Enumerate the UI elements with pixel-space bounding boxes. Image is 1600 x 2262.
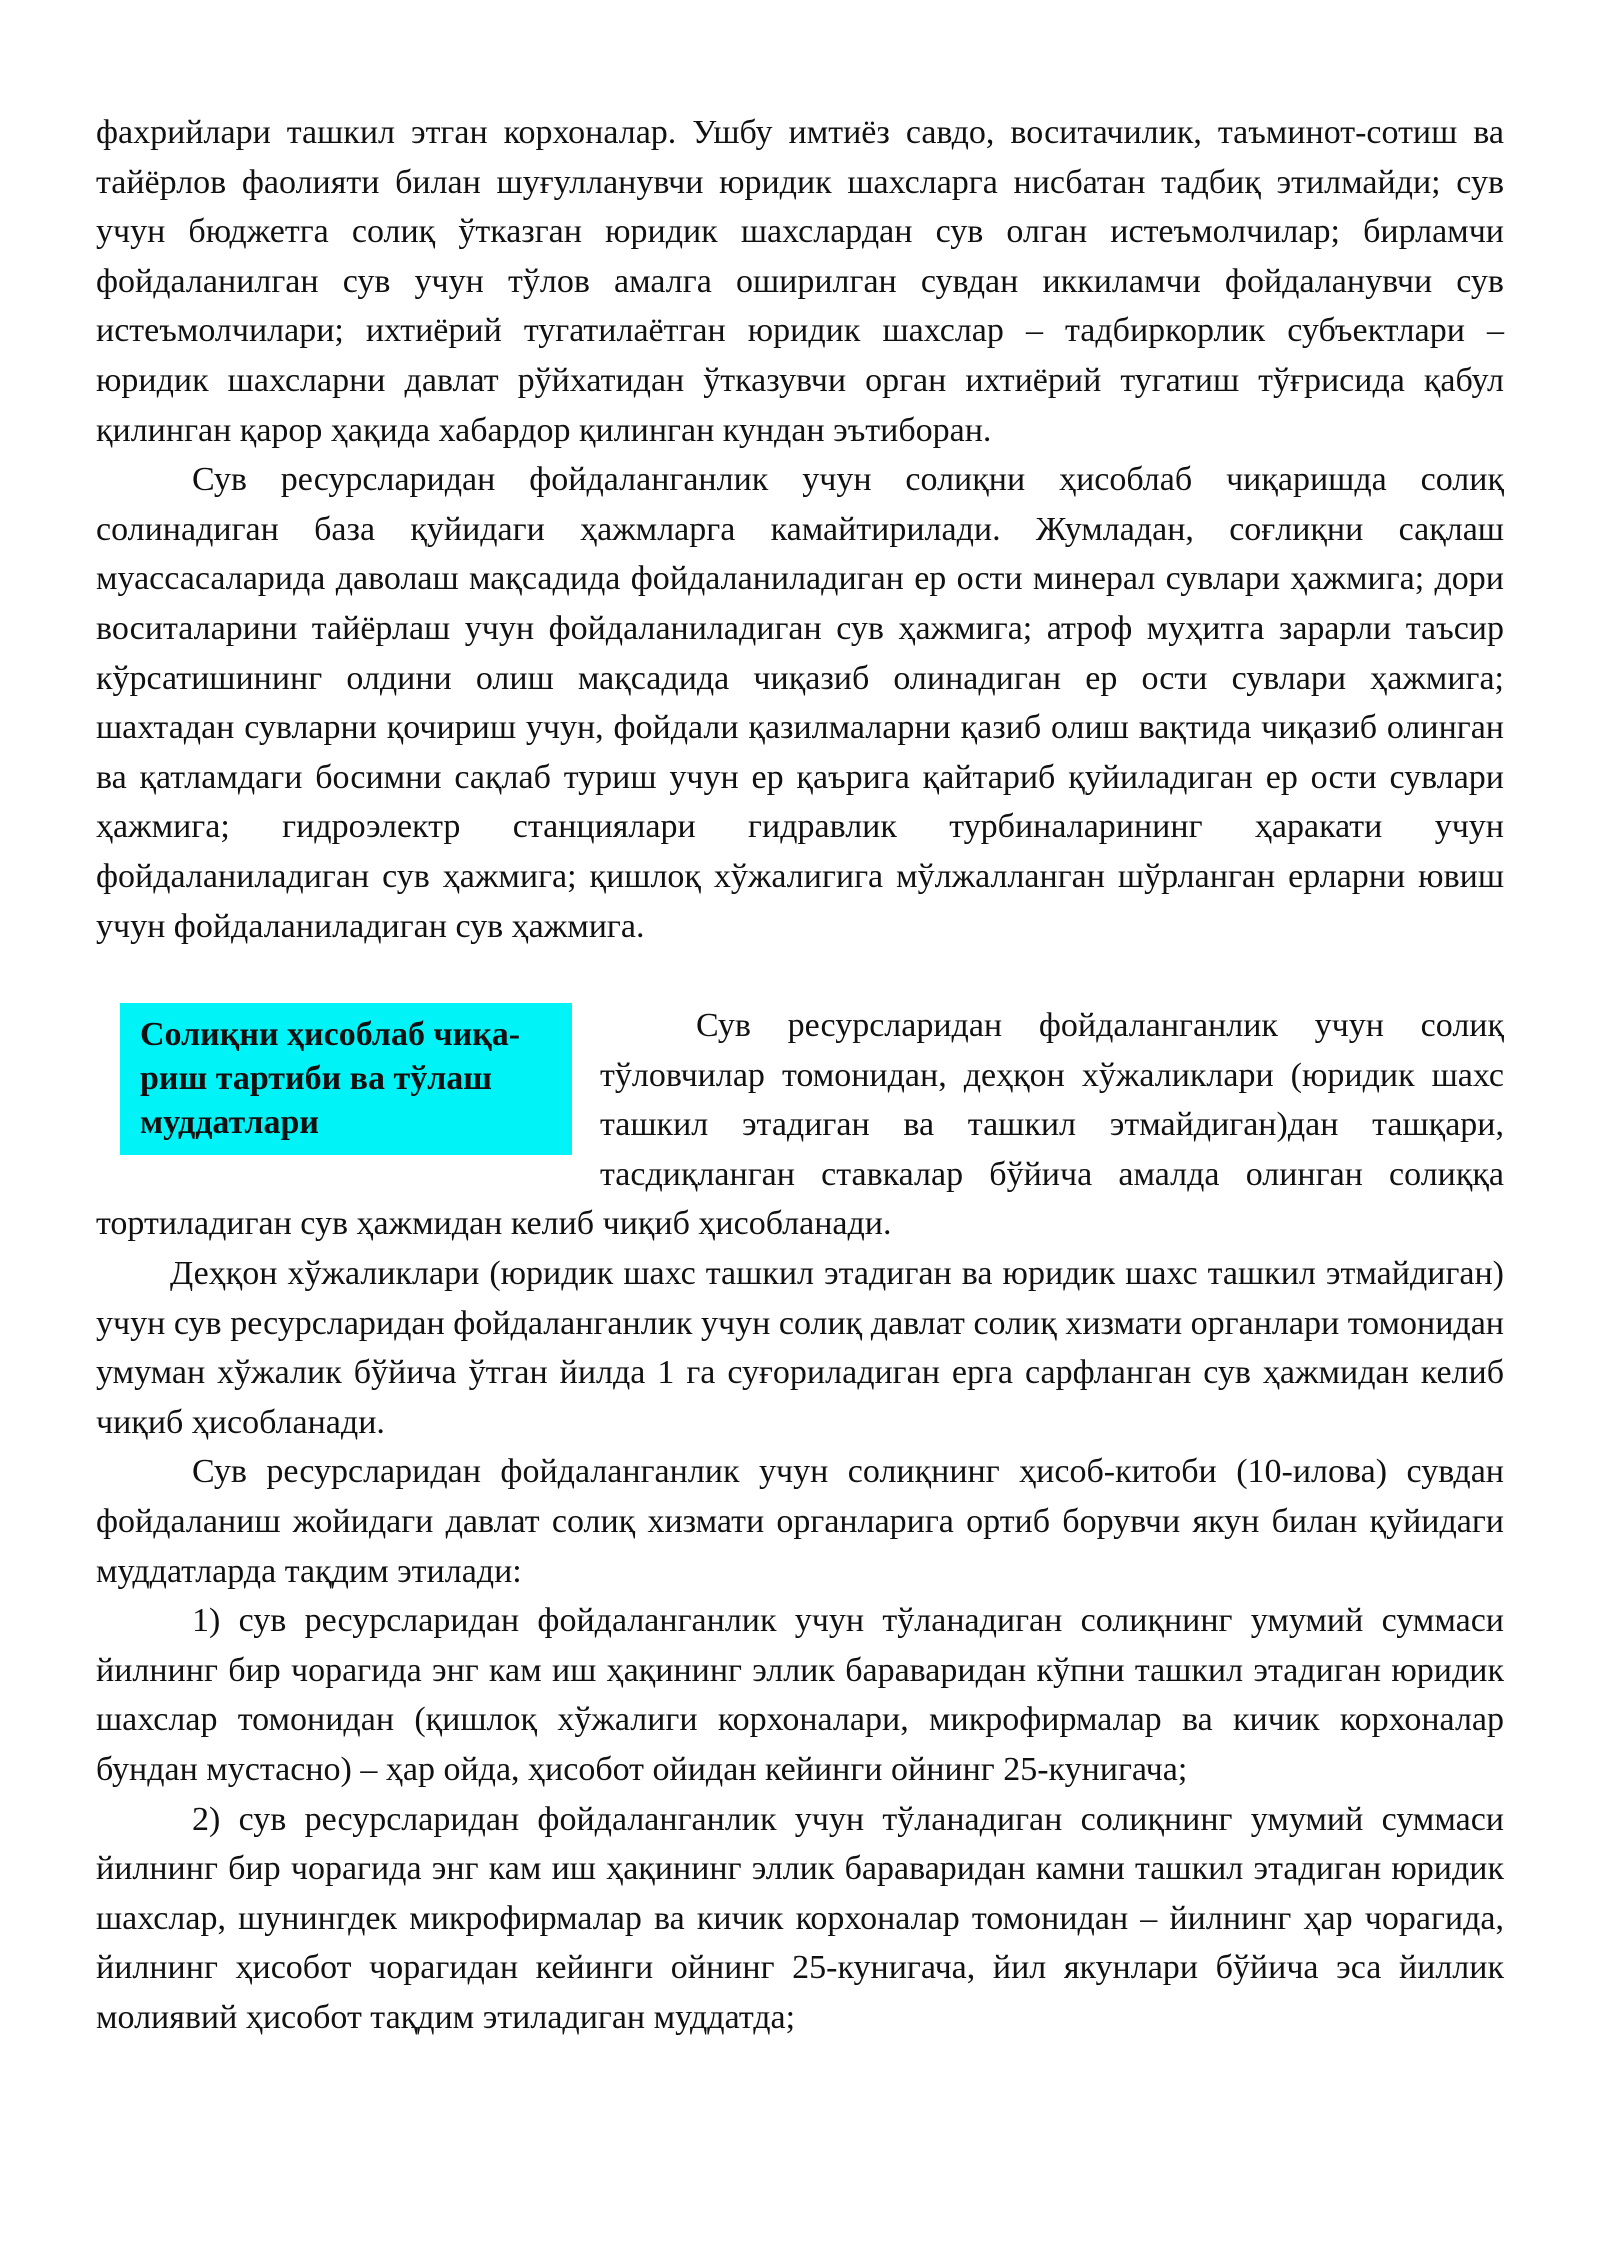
section-heading-box (120, 1003, 572, 1155)
paragraph-calculation-basis: Сув ресурсларидан фойдаланганлик учун солиқ тўловчилар томонидан, деҳқон хўжаликлари (юридик шахс ташкил этадиган ва ташкил этмайдиган)дан ташқари, тасдиқланган ставкалар бўйича амалда олинган солиққа тортиладиган сув ҳажмидан келиб чиқиб ҳисобланади. (96, 1007, 1504, 1243)
paragraph-dehqon-farms: Деҳқон хўжаликлари (юридик шахс ташкил этадиган ва юридик шахс ташкил этмайдиган) учун сув ресурсларидан фойдаланганлик учун солиқ давлат солиқ хизмати органлари томонидан умуман хўжалик бўйича ўтган йилда 1 га суғориладиган ерга сарфланган сув ҳажмидан келиб чиқиб ҳисобланади. (96, 1255, 1504, 1441)
paragraph-tax-base-reductions: Сув ресурсларидан фойдаланганлик учун солиқни ҳисоблаб чиқаришда солиқ солинадиган база қуйидаги ҳажмларга камайтирилади. Жумладан, соғлиқни сақлаш муассасаларида даволаш мақсадида фойдаланиладиган ер ости минерал сувлари ҳажмига; дори воситаларини тайёрлаш учун фойдаланиладиган сув ҳажмига; атроф муҳитга зарарли таъсир кўрсатишининг олдини олиш мақсадида чиқазиб олинадиган ер ости сувлари ҳажмига; шахтадан сувларни қочириш учун, фойдали қазилмаларни қазиб олиш вақтида чиқазиб олинган ва қатламдаги босимни сақлаб туриш учун ер қаърига қайтариб қуйиладиган ер ости сувлари ҳажмига; гидроэлектр станциялари гидравлик турбиналарининг ҳаракати учун фойдаланиладиган сув ҳажмига; қишлоқ хўжалигига мўлжалланган шўрланган ерларни ювиш учун фойдаланиладиган сув ҳажмига. (96, 461, 1504, 945)
section-heading: Солиқни ҳисоблаб чиқа-риш тартиби ва тўлаш муддатлари (140, 1016, 521, 1142)
section-gap (96, 951, 1504, 1001)
document-page (96, 108, 1504, 2043)
paragraph-report-submission: Сув ресурсларидан фойдаланганлик учун солиқнинг ҳисоб-китоби (10-илова) сувдан фойдаланиш жойидаги давлат солиқ хизмати органларига ортиб борувчи якун билан қуйидаги муддатларда тақдим этилади: (96, 1453, 1504, 1590)
paragraph-exemptions-continued: фахрийлари ташкил этган корхоналар. Ушбу имтиёз савдо, воситачилик, таъминот-сотиш ва тайёрлов фаолияти билан шуғулланувчи юридик шахсларга нисбатан тадбиқ этилмайди; сув учун бюджетга солиқ ўтказган юридик шахслардан сув олган истеъмолчилар; бирламчи фойдаланилган сув учун тўлов амалга оширилган сувдан иккиламчи фойдаланувчи сув истеъмолчилари; ихтиёрий тугатилаётган юридик шахслар – тадбиркорлик субъектлари – юридик шахсларни давлат рўйхатидан ўтказувчи орган ихтиёрий тугатиш тўғрисида қабул қилинган қарор ҳақида хабардор қилинган кундан эътиборан. (96, 114, 1504, 449)
list-item-monthly-deadline: 1) сув ресурсларидан фойдаланганлик учун тўланадиган солиқнинг умумий суммаси йилнинг бир чорагида энг кам иш ҳақининг эллик бараваридан кўпни ташкил этадиган юридик шахслар томонидан (қишлоқ хўжалиги корхоналари, микрофирмалар ва кичик корхоналар бундан мустасно) – ҳар ойда, ҳисобот ойидан кейинги ойнинг 25-кунигача; (96, 1602, 1504, 1788)
list-item-quarterly-deadline: 2) сув ресурсларидан фойдаланганлик учун тўланадиган солиқнинг умумий суммаси йилнинг бир чорагида энг кам иш ҳақининг эллик бараваридан камни ташкил этадиган юридик шахслар, шунингдек микрофирмалар ва кичик корхоналар томонидан – йилнинг ҳар чорагида, йилнинг ҳисобот чорагидан кейинги ойнинг 25-кунигача, йил якунлари бўйича эса йиллик молиявий ҳисобот тақдим этиладиган муддатда; (96, 1800, 1504, 2036)
